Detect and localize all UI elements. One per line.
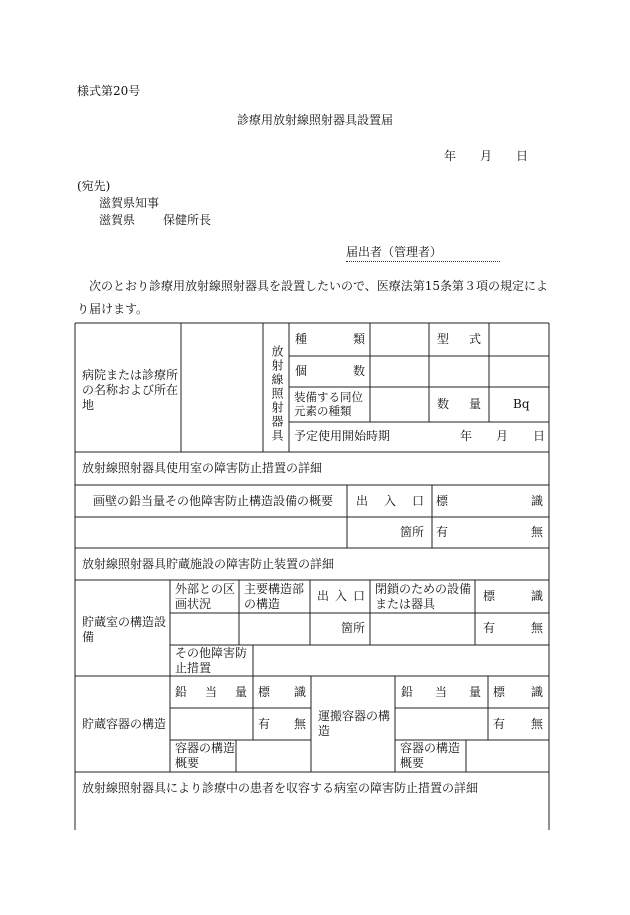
- applicant-signature-line[interactable]: 届出者（管理者）: [346, 243, 500, 262]
- room-sign-label: 標 識: [436, 494, 543, 508]
- closing-device-field[interactable]: [372, 615, 473, 643]
- addressee-health-center: 滋賀県 保健所長: [99, 213, 212, 227]
- other-measures-field[interactable]: [255, 647, 547, 674]
- model-label: 型 式: [437, 332, 481, 346]
- container-structure-label: 貯蔵容器の構造: [82, 717, 167, 731]
- facility-name-label: 病院または診療所の名称および所在地: [82, 368, 179, 412]
- form-number: 様式第20号: [77, 84, 141, 98]
- wall-lead-label: 画壁の鉛当量その他障害防止構造設備の概要: [93, 494, 334, 508]
- date-day: 日: [516, 149, 529, 163]
- storage-sign-yes-no[interactable]: 有 無: [483, 621, 543, 635]
- container-outline-label: 容器の構造概要: [175, 741, 236, 770]
- quantity-label: 数 量: [437, 397, 481, 411]
- isotope-field[interactable]: [372, 389, 427, 420]
- container-outline-field[interactable]: [238, 742, 309, 770]
- storage-places-label: 箇所: [341, 621, 366, 635]
- storage-section-heading: 放射線照射器具貯蔵施設の障害防止装置の詳細: [82, 557, 335, 571]
- document-title: 診療用放射線照射器具設置届: [236, 113, 393, 127]
- other-measures-label: その他障害防止措置: [175, 646, 248, 675]
- isotope-label: 装備する同位元素の種類: [294, 390, 363, 418]
- room-entrance-label: 出 入 口: [356, 494, 424, 508]
- room-places-label: 箇所: [400, 525, 425, 539]
- model-field[interactable]: [491, 325, 547, 354]
- container-sign-label: 標 識: [258, 685, 306, 699]
- lead-equivalent-field[interactable]: [172, 710, 251, 738]
- addressee-label: (宛先): [77, 179, 111, 193]
- ward-section-heading: 放射線照射器具により診療中の患者を収容する病室の障害防止措置の詳細: [82, 781, 479, 795]
- start-year: 年: [460, 429, 473, 443]
- date-month: 月: [480, 149, 493, 163]
- notice-body: 次のとおり診療用放射線照射器具を設置したいので、医療法第15条第３項の規定により届けます。: [77, 279, 549, 316]
- transport-lead-label: 鉛 当 量: [401, 685, 481, 699]
- transport-container-label: 運搬容器の構造: [318, 709, 391, 738]
- transport-outline-label: 容器の構造概要: [400, 741, 461, 770]
- main-structure-label: 主要構造部の構造: [244, 582, 305, 611]
- storage-room-label: 貯蔵室の構造設備: [82, 615, 167, 644]
- storage-sign-label: 標 識: [483, 589, 543, 603]
- count-field[interactable]: [372, 358, 547, 385]
- external-label: 外部との区画状況: [175, 582, 236, 611]
- start-month: 月: [496, 429, 509, 443]
- start-date-label: 予定使用開始時期: [294, 429, 391, 443]
- transport-sign-label: 標 識: [493, 685, 543, 699]
- external-field[interactable]: [172, 615, 237, 643]
- room-sign-yes-no[interactable]: 有 無: [436, 525, 543, 539]
- device-label: 放射線照射器具: [270, 345, 284, 443]
- transport-outline-field[interactable]: [468, 742, 547, 770]
- facility-name-field[interactable]: [183, 325, 261, 450]
- bq-unit: Bq: [513, 397, 530, 411]
- date-year: 年: [444, 149, 457, 163]
- addressee-governor: 滋賀県知事: [99, 196, 160, 210]
- main-structure-field[interactable]: [241, 615, 308, 643]
- start-day: 日: [533, 429, 546, 443]
- count-label: 個 数: [295, 364, 365, 378]
- closing-device-label: 閉鎖のための設備または器具: [375, 582, 472, 611]
- container-sign-yes-no[interactable]: 有 無: [258, 717, 306, 731]
- transport-sign-yes-no[interactable]: 有 無: [493, 717, 543, 731]
- wall-lead-field[interactable]: [77, 519, 345, 546]
- ward-detail-field[interactable]: [77, 800, 547, 830]
- lead-equivalent-label: 鉛 当 量: [175, 685, 247, 699]
- transport-lead-field[interactable]: [397, 710, 486, 738]
- kind-field[interactable]: [372, 325, 427, 354]
- kind-label: 種 類: [295, 332, 365, 346]
- storage-entrance-label: 出 入 口: [317, 589, 365, 603]
- room-section-heading: 放射線照射器具使用室の障害防止措置の詳細: [82, 461, 323, 475]
